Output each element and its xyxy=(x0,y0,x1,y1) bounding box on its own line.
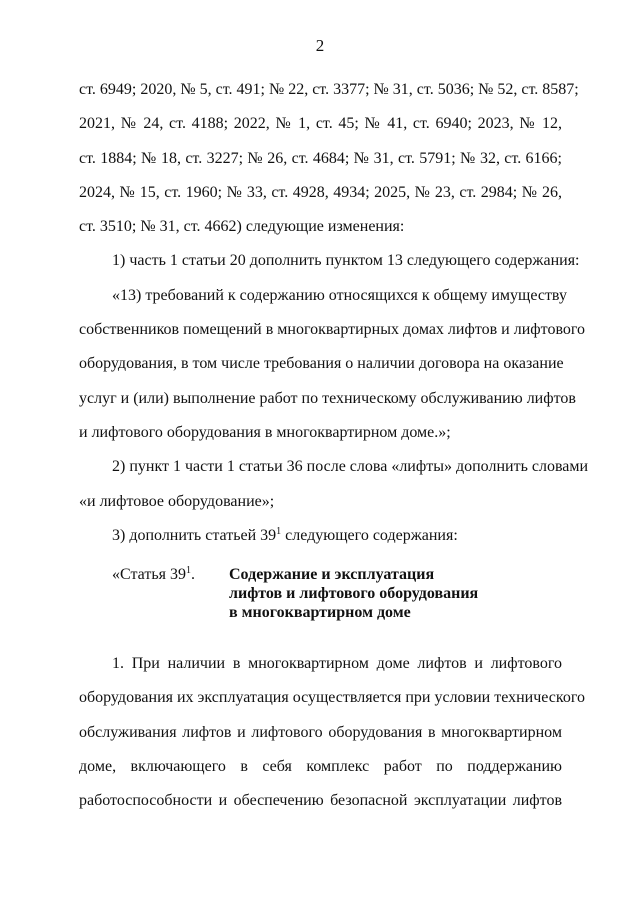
item-3-superscript: 1 xyxy=(276,525,282,537)
article-label-superscript: 1 xyxy=(185,565,191,577)
article-title-line-1: Содержание и эксплуатация xyxy=(229,566,435,584)
document-body xyxy=(79,73,589,819)
article-title xyxy=(229,565,478,622)
article-label xyxy=(112,565,195,584)
quoted-clause-13-line-3: оборудования, в том числе требования о наличии договора на оказание xyxy=(79,355,564,373)
article-title-line-3: в многоквартирном доме xyxy=(229,604,411,622)
article-heading xyxy=(79,565,562,632)
text-line-1: ст. 6949; 2020, № 5, ст. 491; № 22, ст. 3377; № 31, ст. 5036; № 52, ст. 8587; xyxy=(79,81,579,98)
text-line-3: ст. 1884; № 18, ст. 3227; № 26, ст. 4684; № 31, ст. 5791; № 32, ст. 6166; xyxy=(79,149,562,167)
quoted-clause-13-line-4: услуг и (или) выполнение работ по техническому обслуживанию лифтов xyxy=(79,389,576,407)
article-label-text: «Статья 39 xyxy=(112,566,186,584)
paragraph-1-line-2: оборудования их эксплуатация осуществляется при условии технического xyxy=(79,689,586,707)
item-3-text-a: 3) дополнить статьей 39 xyxy=(112,526,277,544)
paragraph-1-line-5: работоспособности и обеспечению безопасной эксплуатации лифтов xyxy=(79,792,562,810)
item-2-end: «и лифтовое оборудование»; xyxy=(79,492,275,510)
paragraph-1-line-3: обслуживания лифтов и лифтового оборудования в многоквартирном xyxy=(79,723,562,741)
item-3 xyxy=(79,519,562,553)
text-line-2: 2021, № 24, ст. 4188; 2022, № 1, ст. 45; № 41, ст. 6940; 2023, № 12, xyxy=(79,115,562,133)
text-line-4: 2024, № 15, ст. 1960; № 33, ст. 4928, 4934; 2025, № 23, ст. 2984; № 26, xyxy=(79,183,562,201)
quoted-clause-13-line-2: собственников помещений в многоквартирных домах лифтов и лифтового xyxy=(79,321,586,339)
item-2-start: 2) пункт 1 части 1 статьи 36 после слова «лифты» дополнить словами xyxy=(112,458,589,476)
article-label-dot: . xyxy=(190,566,195,584)
quoted-clause-13-start: «13) требований к содержанию относящихся к общему имуществу xyxy=(112,286,567,304)
spacer xyxy=(79,632,562,647)
article-title-line-2: лифтов и лифтового оборудования xyxy=(229,585,479,603)
text-line-5: ст. 3510; № 31, ст. 4662) следующие изменения: xyxy=(79,218,405,236)
quoted-clause-13-end: и лифтового оборудования в многоквартирном доме.»; xyxy=(79,423,451,441)
page-number: 2 xyxy=(315,36,325,55)
paragraph-1-start: 1. При наличии в многоквартирном доме лифтов и лифтового xyxy=(112,655,562,673)
item-3-text-b: следующего содержания: xyxy=(281,526,458,544)
item-1-intro: 1) часть 1 статьи 20 дополнить пунктом 13 следующего содержания: xyxy=(112,252,580,270)
paragraph-1-line-4: доме, включающего в себя комплекс работ по поддержанию xyxy=(79,758,562,776)
